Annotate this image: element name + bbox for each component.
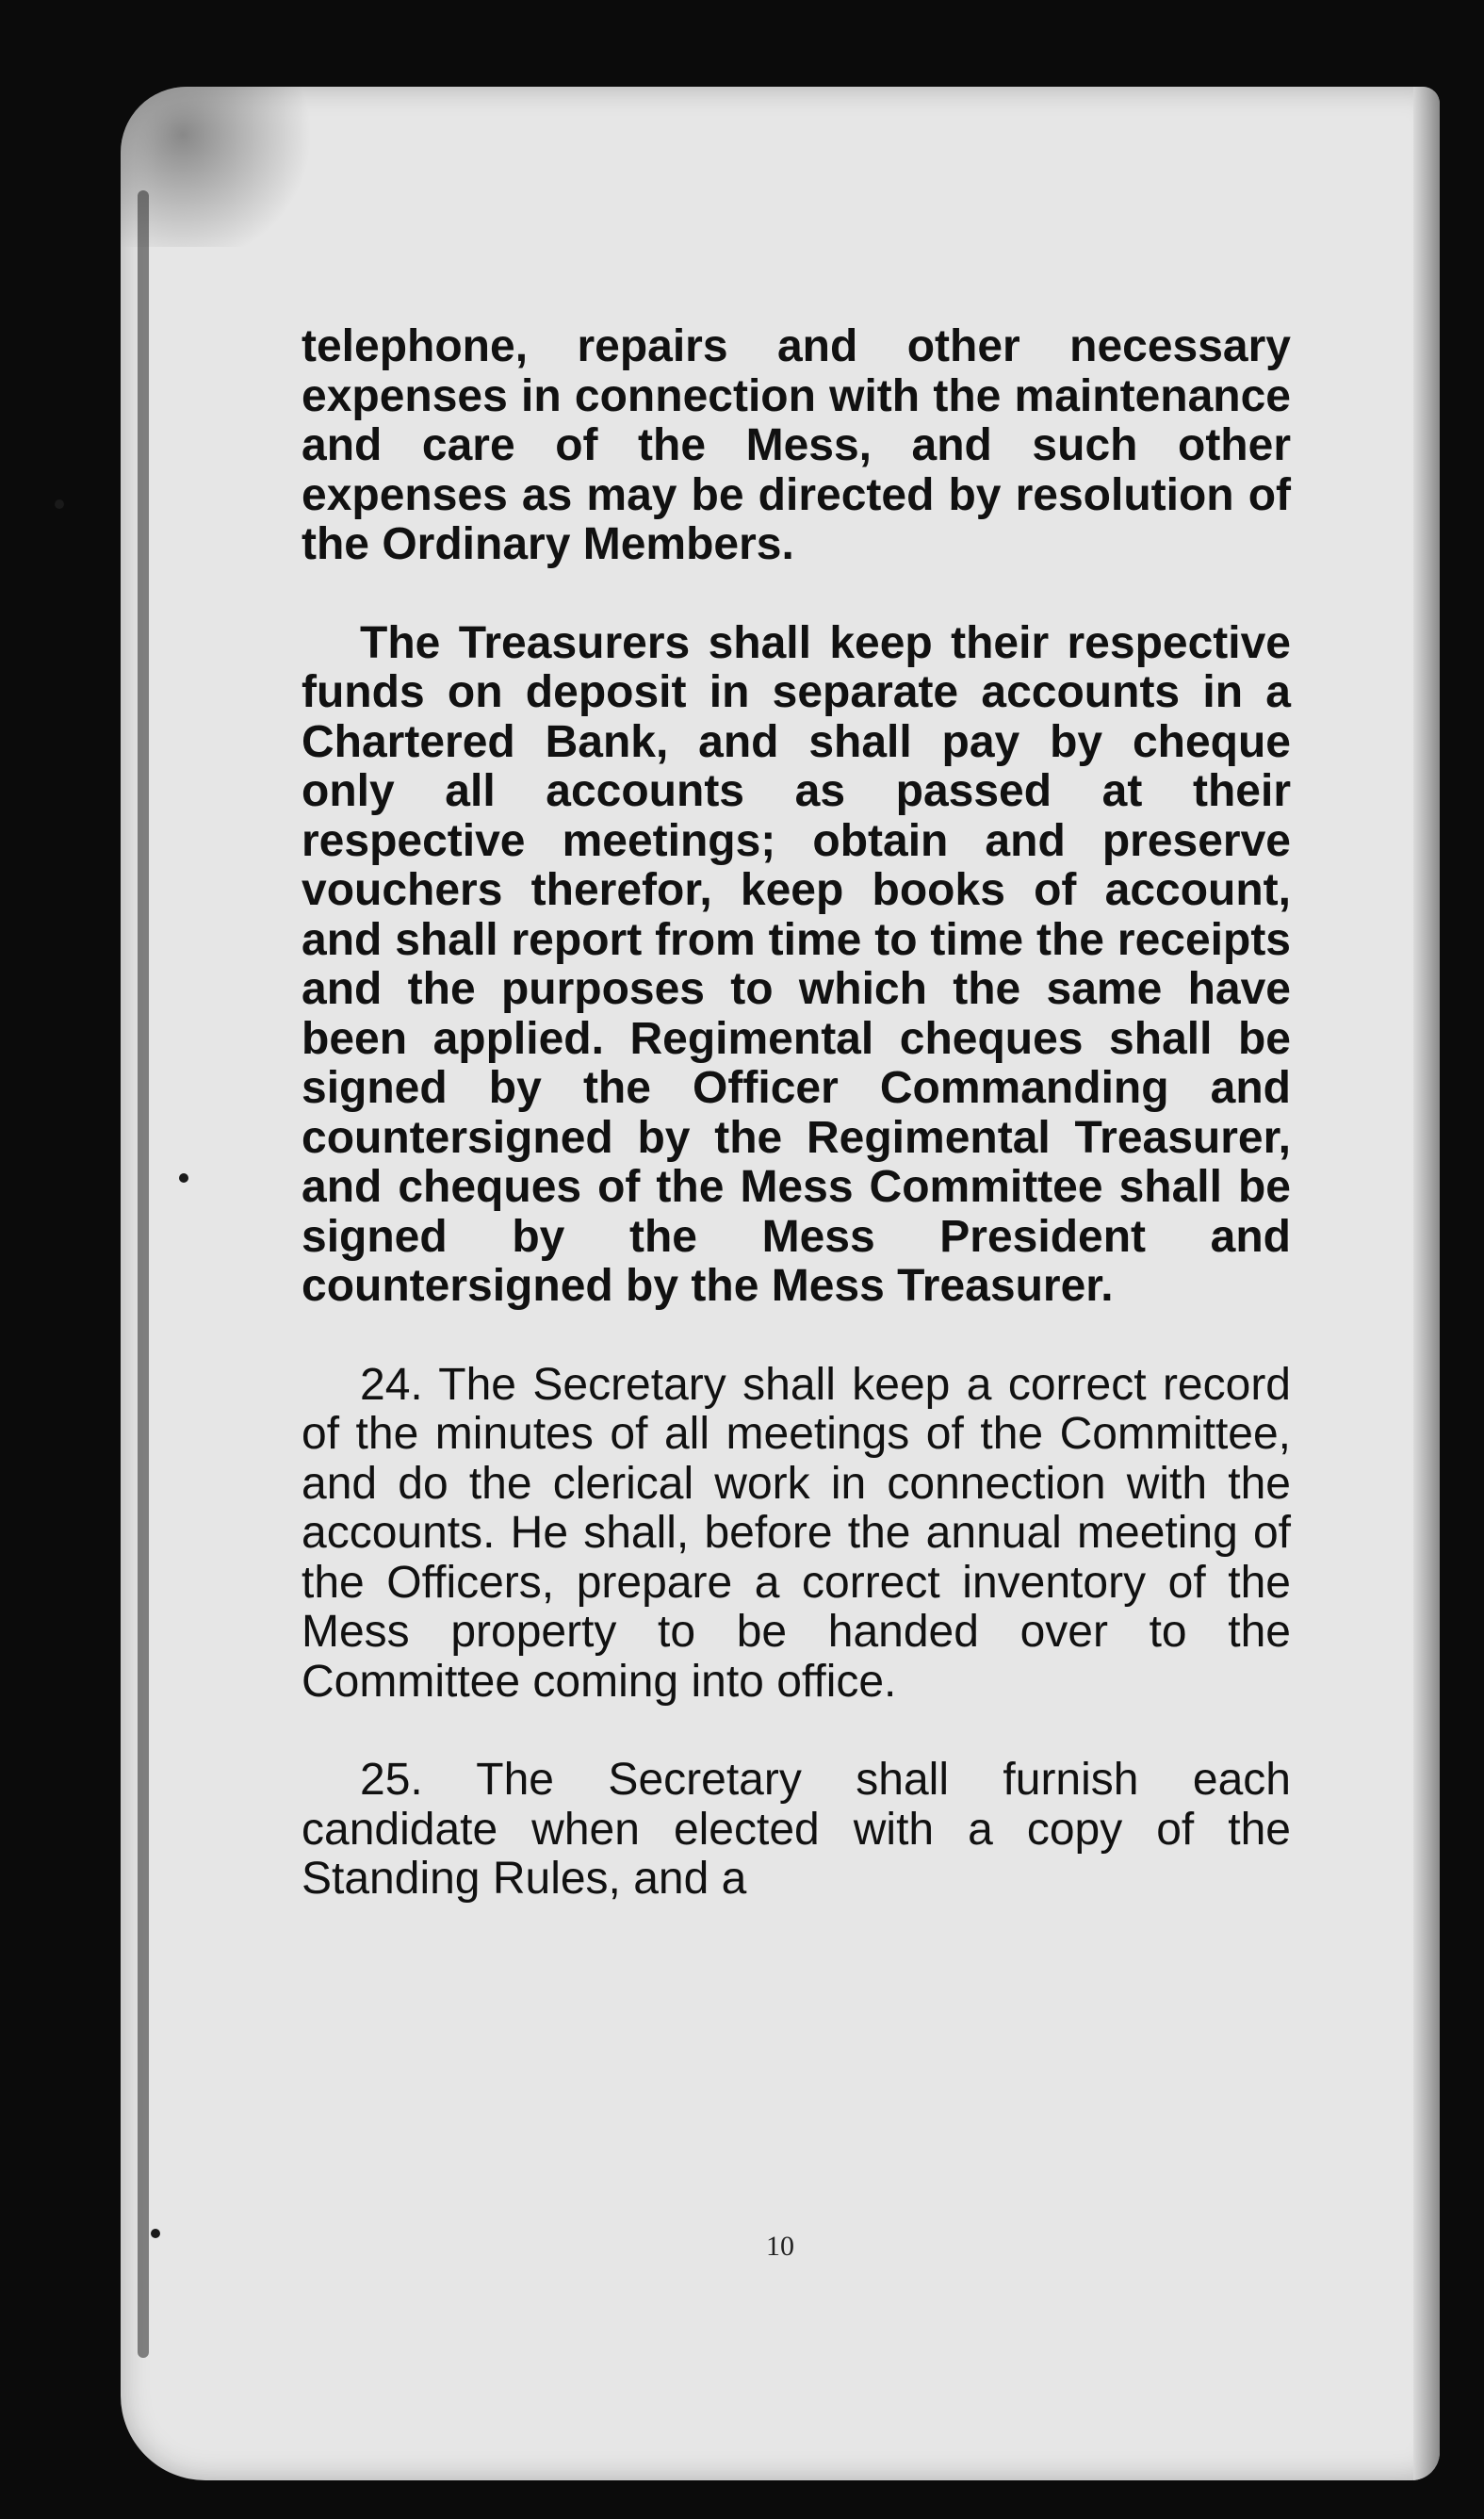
body-text — [302, 322, 1291, 1954]
paragraph-rule-25: 25. The Secretary shall furnish each candidate when elected with a copy of the Standing Rules, and a — [302, 1755, 1291, 1904]
scan-speck — [179, 1173, 188, 1183]
paragraph-treasurers: The Treasurers shall keep their respective funds on deposit in separate accounts in a Chartered Bank, and shall pay by cheque only all accounts as passed at their respective meetings; obtain and preserve vouchers therefor, keep books of account, and shall report from time to time the receipts and the purposes to which the same have been applied. Regimental cheques shall be signed by the Officer Commanding and countersigned by the Regimental Treasurer, and cheques of the Mess Committee shall be signed by the Mess President and countersigned by the Mess Treasurer. — [302, 617, 1291, 1311]
scan-speck — [151, 2229, 160, 2238]
page-number: 10 — [766, 2231, 794, 2262]
paragraph-rule-24: 24. The Secretary shall keep a correct record of the minutes of all meetings of the Committee, and do the clerical work in connection with the accounts. He shall, before the annual meeting of the Officers, prepare a correct inventory of the Mess property to be handed over to the Committee coming into office. — [302, 1359, 1291, 1707]
scan-speck — [55, 499, 64, 509]
page-corner-shadow — [121, 87, 328, 247]
page-binding-edge — [138, 190, 149, 2358]
book-page — [121, 87, 1440, 2480]
paragraph-expenses: telephone, repairs and other necessary expenses in connection with the maintenance and care of the Mess, and such other expenses as may be directed by resolution of the Ordinary Members. — [302, 321, 1291, 569]
page-right-edge — [1413, 87, 1440, 2480]
